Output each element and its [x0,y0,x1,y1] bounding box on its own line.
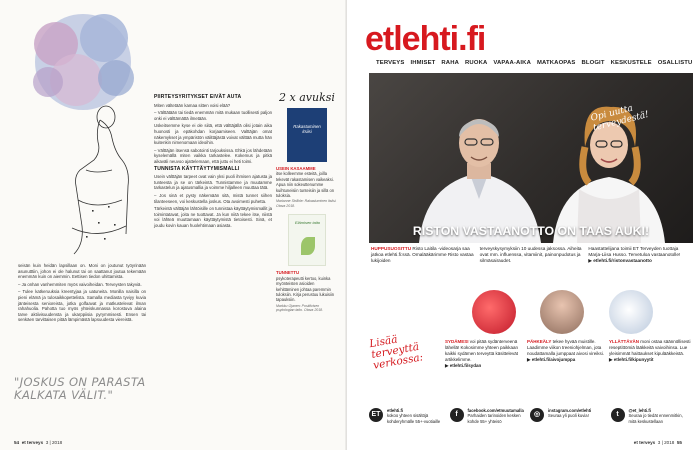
tip-lead: YLLÄTTÄVÄN [609,339,639,344]
magazine-name: et terveys [633,440,656,445]
intro-block [480,246,583,265]
nav-item: IHMISET [410,60,436,66]
social-text: Parhaiden tarinoiden kesken kohde 55+ yhteisö [467,413,521,424]
social-title: @et_lehti.fi [628,408,651,413]
tip-item [527,339,609,363]
nav-item: OSALLISTU [657,60,693,66]
nav-item: KESKUSTELE [610,60,652,66]
social-title: facebook.com/etmuutamalla [467,408,524,413]
nav-item: VAPAA-AIKA [493,60,531,66]
book-sidebar [276,93,338,313]
paragraph: – Tulee katkeruuksia kreentyjaa ja uatuneita. Monilla naisilla on pieni elämä ja tulosaikkopettelista. Samalla mediasta tyviyy kuvia jänteisesta senioreista, jotka golfaavat ja matkustelevat ilman rahahuolia. Pahotta tuo myös yhteiskunnassa korostuva alaina tarve aktiivisuudensta ja ukarppiisia pyrymmisesti. Ensen tai senkäen tarvittaisen pitää lämpimästä lapsuudesta viereistä. [18,289,146,323]
nav-item: RAHA [441,60,460,66]
pills-image [609,290,653,334]
block-text: Haastattelijana toimii ET Terveyden tuottaja Marja-Liisa Husso. Tervetuloa vastaanotolle! [588,246,681,258]
tip-link[interactable]: ▶ etlehti.fi/sydan [445,363,482,368]
tip-text: moni ostaa säännöllisesti reseptittömiä lääkkeitä vaivoihinsa. Lue yleisimmät haittaukset kipulääkkeistä. [609,339,691,356]
book-cover-1 [287,108,327,162]
twitter-icon: t [611,408,625,422]
paragraph: Uskeitsemme kyse ei ole siitä, että välttäjällä olisi jotain aika huonosti ja epäkohdan korjaamiseen. Valttäjän omat näkemykset ja ympäristön välittäjästä voivat välttää mutta hän kuitenkin nimenomaan ideoihin. [154,123,272,146]
intro-blocks [371,246,691,265]
paragraph: – Ja onhan vanhemmiten myös vaivoiheidan. Terveysten takyviä. [18,281,142,287]
magazine-name: et terveys [21,440,44,445]
sidebar-item-heading: TUNNETTU [276,270,300,276]
video-link[interactable]: ▶ etlehti.fi/ristonvastaanotto [588,258,652,264]
page-number: 54 [14,440,20,445]
paragraph: – Välttäjän itsensä sabotointi tarjouksissa. Ehkä jos lähdetään kyselemällä miten vaikka tarkastelee. Kokemus ja pitkä aikaväli neuvoo ajattelemaan, että juttu ei heti toimi. [154,147,272,164]
book-cover-2 [288,214,326,266]
sidebar-item-text: psykoterapeutti kertoo, kuinka myönteisten asioiden kehittäminen johtaa paremmin tuloksiin. Kirja perustuu lukuisiin tapauksiin. [276,275,335,303]
heart-image [472,290,516,334]
social-etlehti[interactable] [369,408,450,430]
tip-item [609,339,691,363]
man-figure [409,93,559,243]
social-links [369,408,691,430]
instagram-icon: ◎ [530,408,544,422]
nav-item: RUOKA [465,60,488,66]
book-title: Elämisen taito [294,220,321,226]
book-title: Rakastuminen itsiisi [293,124,321,134]
sidebar-title: 2 x avuksi [279,91,335,104]
issue-number: 3 | 2018 [45,440,63,445]
intro-block [588,246,691,265]
block-text: Risto Laitila -videosarja saa jatkoa etlehti.fi:ssä. Omalääkärimme Risto vastaa lukijoiden [371,246,474,264]
subheading: PIIRTEYSYRITYKSET EIVÄT AUTA [154,94,242,100]
page-folio-right [634,440,682,445]
paragraph: Tärkeintä välttäjän lähtöisille on tunnistaa käyttäytymismallit ja toimintatavat, joita ne tuottavat. Ja kun niitä tekee itse, niistä voi lähteä muuttamaan käyttäytymistä tietoisesti. Sinä, et joudu kovin kauan huolehtimaan asiasta. [154,206,272,228]
leaf-icon [301,237,315,255]
social-title: instagram.com/etlehti [548,408,592,413]
issue-number: 3 | 2018 [657,440,675,445]
sidebar-item-heading: USEIN KASAAMME [276,166,316,171]
nav-bar [376,57,693,69]
tip-text: tekee hyvää muistille. Laadimme viikon treeniohjelman, jota noudattamalla jumppaat aivosi vireiksi. [527,339,605,356]
nav-item: TERVEYS [376,60,405,66]
site-logo: etlehti.fi [365,20,486,58]
headline: RISTON VASTAANOTTO ON TAAS AUKI! [412,224,650,238]
paragraph: – Jos sinä et pysty näkemään sitä, mistä tunnet siihen tilanteeseen, voi keskustella joskus. Ota avoimesti puhetta. [154,192,272,204]
sidebar-item-text: itse kolleemme esteitä, joilla tekevät rakastamisen vaikeaksi. Apua niin sokeuttenumme kuihtuneisiin tunteisiin ja sillä on tuloksia. [276,171,335,199]
nav-item: MATKAOPAS [537,60,576,66]
tip-item [445,339,527,369]
page-folio-left [14,440,62,445]
social-facebook[interactable] [450,408,531,430]
tip-link[interactable]: ▶ etlehti.fi/kipunyytit [609,357,654,362]
facebook-icon: f [450,408,464,422]
et-logo-icon: ET [369,408,383,422]
pull-quote: "JOSKUS ON PARASTA KALKATA VÄLIT." [14,375,146,402]
woman-portrait-image [540,290,584,334]
social-text: kokoo yhteen sisältöjä kohderyhmälle 55+-vuotiaille [387,413,441,424]
social-twitter[interactable] [611,408,692,430]
sidebar-item-caption: Markku Ojanen: Positiivisen psykologian taito. Otava 2018. [276,303,324,313]
sidebar-item-caption: Marianne Stråhle: Rakastuminen itsiisi. Otava 2018. [276,199,337,208]
lead-word: HUPPUSUOSITTU [371,246,412,251]
social-text: Seuraa jo tiedät ennenmitkin, mitä keskustellaan [628,413,683,424]
social-text: Seuraa yli puoli kuvia! [548,413,589,419]
hero-photo [369,73,693,243]
right-page [347,0,694,450]
paragraph: Usein välttäjän tarpeet ovat vain yksi puoli ihmisen ajatusta ja tunteesta ja se on tärkeintä. Tunnistamme ja muutamme tarkastelun ja ajatusmallia ja voimme hiljalleen muuttaa tätä. [154,174,272,191]
block-text: terveyskysymyksiin 10 uudessa jaksossa. Aiheita ovat mm. influenssa, vitamiinit, painonpudotus ja silmäsairaudet. [479,246,582,264]
paragraph: – Välttätään tai tiedä enemmän mitä mukaan tuollisesti paljon onki ei välttämättä ilmetään. [154,110,272,121]
tip-lead: PÄHKEÄLY [527,339,552,344]
tip-text: voi pitää sydänterveenä lähellä! Kokosimme yhteen paikkaan kaikki sydämen terveyttä käsittelevät artikkelimme. [445,339,519,362]
paragraph: seisän kuin heidän lapsillaan on. Moni on joutunut työyrinään asunutttiin, johon ei ole halunut tai on saattanut joutua tekemään enemmän kuin on aiemmin. Eettisen tiedon uhittamista. [18,263,146,280]
subheading: TUNNISTA KÄYTTÄYTYMISMALLI [154,165,240,172]
social-title: etlehti.fi [387,408,404,413]
paragraph: Miten vältetään kamaa sitten voisi elää? [154,102,231,108]
tip-lead: SYDÄMESI [445,339,469,344]
social-instagram[interactable] [530,408,611,430]
article-column-a [18,263,146,325]
article-column-b [154,93,272,230]
page-number: 55 [676,440,682,445]
woman-illustration [8,0,158,255]
tip-link[interactable]: ▶ etlehti.fi/aivojumppa [527,357,576,362]
nav-item: BLOGIT [581,60,605,66]
photo-tagline: Opi uutta terveydestä! [589,103,650,134]
more-online-heading: Lisää terveyttä verkossa: [368,333,425,372]
intro-block [371,246,474,265]
